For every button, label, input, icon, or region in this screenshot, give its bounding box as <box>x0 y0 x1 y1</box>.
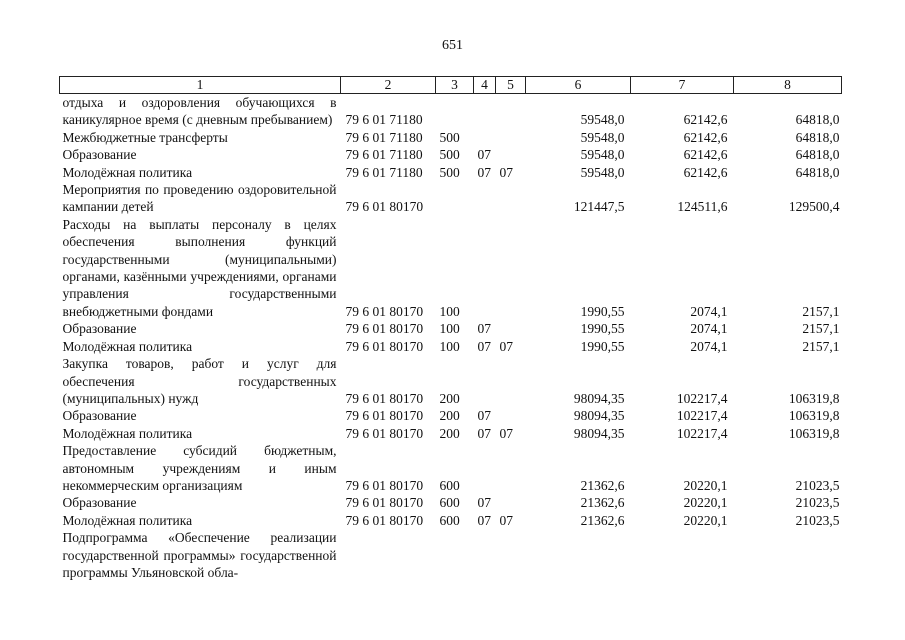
row-col-4: 07 <box>477 164 491 180</box>
row-code: 79 6 01 71180 <box>345 112 423 128</box>
row-name: Образование <box>62 147 137 163</box>
row-value-6: 21362,6 <box>580 477 625 493</box>
table-row <box>60 94 842 129</box>
row-value-8: 2157,1 <box>802 321 840 337</box>
table-row <box>60 529 842 581</box>
row-col-4 <box>474 442 496 494</box>
table-body <box>60 94 842 582</box>
row-col-4: 07 <box>477 425 491 441</box>
row-code: 79 6 01 80170 <box>345 425 424 441</box>
table-header-row <box>60 77 842 94</box>
row-col-4: 07 <box>477 408 491 424</box>
row-value-6: 21362,6 <box>580 495 625 511</box>
row-value-6: 1990,55 <box>580 303 625 319</box>
row-col-5: 07 <box>499 512 513 528</box>
row-name: Молодёжная политика <box>62 425 193 441</box>
row-code: 79 6 01 71180 <box>345 164 423 180</box>
row-value-8: 2157,1 <box>802 338 840 354</box>
row-value-6: 59548,0 <box>580 129 625 145</box>
row-col-5 <box>496 129 526 146</box>
row-value-6: 98094,35 <box>573 390 625 406</box>
row-value-6: 1990,55 <box>580 321 625 337</box>
row-value-7: 62142,6 <box>683 147 728 163</box>
row-value-6: 59548,0 <box>580 147 625 163</box>
row-col-4 <box>474 355 496 407</box>
row-name: Подпрограмма «Обеспечение реализации государственной программы» государственной программы Ульяновской обла- <box>62 530 337 580</box>
row-col-5 <box>496 529 526 581</box>
row-value-6: 98094,35 <box>573 408 625 424</box>
row-col-4: 07 <box>477 147 491 163</box>
row-value-8: 64818,0 <box>795 129 840 145</box>
row-col-3: 200 <box>439 390 460 406</box>
table-row <box>60 320 842 337</box>
row-col-5 <box>496 494 526 511</box>
row-value-6: 121447,5 <box>573 199 625 215</box>
table-row <box>60 407 842 424</box>
row-name: Мероприятия по проведению оздоровительной кампании детей <box>62 182 337 215</box>
header-col-1: 1 <box>60 77 341 94</box>
header-col-2: 2 <box>341 77 436 94</box>
row-col-5 <box>496 146 526 163</box>
table-row <box>60 338 842 355</box>
row-code: 79 6 01 80170 <box>345 512 424 528</box>
row-col-5 <box>496 94 526 129</box>
row-name: Молодёжная политика <box>62 338 193 354</box>
row-col-4: 07 <box>477 321 491 337</box>
row-col-3: 100 <box>439 303 460 319</box>
row-value-8: 64818,0 <box>795 147 840 163</box>
row-name: Образование <box>62 321 137 337</box>
page-number: 651 <box>442 38 463 53</box>
row-value-7: 20220,1 <box>683 495 728 511</box>
row-code: 79 6 01 80170 <box>345 303 424 319</box>
row-value-6 <box>526 529 631 581</box>
row-value-7: 2074,1 <box>690 338 728 354</box>
row-col-3: 500 <box>439 164 460 180</box>
row-value-7: 62142,6 <box>683 112 728 128</box>
table-row <box>60 442 842 494</box>
row-value-8: 64818,0 <box>795 164 840 180</box>
row-code: 79 6 01 71180 <box>345 147 423 163</box>
row-value-6: 98094,35 <box>573 425 625 441</box>
table-row <box>60 425 842 442</box>
row-value-7: 2074,1 <box>690 321 728 337</box>
row-value-6: 1990,55 <box>580 338 625 354</box>
row-col-5 <box>496 407 526 424</box>
row-col-3: 100 <box>439 321 460 337</box>
row-col-4: 07 <box>477 338 491 354</box>
row-col-5 <box>496 181 526 216</box>
row-value-7: 102217,4 <box>676 425 728 441</box>
row-value-8: 21023,5 <box>795 495 840 511</box>
row-code: 79 6 01 71180 <box>345 129 423 145</box>
table-row <box>60 494 842 511</box>
row-code: 79 6 01 80170 <box>345 321 424 337</box>
row-col-3 <box>436 94 474 129</box>
row-col-5: 07 <box>499 338 513 354</box>
row-value-6: 21362,6 <box>580 512 625 528</box>
header-col-3: 3 <box>436 77 474 94</box>
row-code: 79 6 01 80170 <box>345 495 424 511</box>
budget-table <box>59 76 842 581</box>
row-value-8: 106319,8 <box>788 390 840 406</box>
row-col-3: 100 <box>439 338 460 354</box>
row-value-8: 64818,0 <box>795 112 840 128</box>
row-value-8: 106319,8 <box>788 425 840 441</box>
row-col-5: 07 <box>499 164 513 180</box>
row-value-8: 129500,4 <box>788 199 840 215</box>
row-col-5 <box>496 320 526 337</box>
row-col-4 <box>474 94 496 129</box>
row-name: Образование <box>62 408 137 424</box>
row-col-3: 600 <box>439 512 460 528</box>
row-col-3: 600 <box>439 495 460 511</box>
row-col-4: 07 <box>477 512 491 528</box>
row-col-3 <box>436 529 474 581</box>
row-code: 79 6 01 80170 <box>345 477 424 493</box>
row-code: 79 6 01 80170 <box>345 408 424 424</box>
row-value-6: 59548,0 <box>580 164 625 180</box>
row-name: Закупка товаров, работ и услуг для обеспечения государственных (муниципальных) нужд <box>62 356 337 406</box>
row-name: Молодёжная политика <box>62 164 193 180</box>
table-row <box>60 181 842 216</box>
table-row <box>60 129 842 146</box>
row-value-8 <box>734 529 842 581</box>
row-name: Образование <box>62 495 137 511</box>
row-code: 79 6 01 80170 <box>345 199 424 215</box>
row-value-7: 62142,6 <box>683 164 728 180</box>
row-name: Межбюджетные трансферты <box>62 129 228 145</box>
row-value-6: 59548,0 <box>580 112 625 128</box>
row-name: Расходы на выплаты персоналу в целях обеспечения выполнения функций государственными (муниципальными) органами, казёнными учреждениями, органами управления государственными внебюджетными фондами <box>62 216 337 319</box>
row-value-7: 124511,6 <box>677 199 728 215</box>
row-col-4 <box>474 529 496 581</box>
row-value-8: 106319,8 <box>788 408 840 424</box>
row-col-4 <box>474 181 496 216</box>
row-col-4 <box>474 129 496 146</box>
table-row <box>60 146 842 163</box>
row-value-7: 102217,4 <box>676 390 728 406</box>
row-code: 79 6 01 80170 <box>345 390 424 406</box>
row-value-8: 21023,5 <box>795 512 840 528</box>
row-value-7: 20220,1 <box>683 477 728 493</box>
header-col-6: 6 <box>526 77 631 94</box>
table-row <box>60 216 842 320</box>
row-col-4: 07 <box>477 495 491 511</box>
row-col-3: 500 <box>439 147 460 163</box>
row-col-3: 200 <box>439 425 460 441</box>
row-name: Молодёжная политика <box>62 512 193 528</box>
row-col-4 <box>474 216 496 320</box>
row-value-8: 2157,1 <box>802 303 840 319</box>
table-row <box>60 164 842 181</box>
row-value-7: 2074,1 <box>690 303 728 319</box>
row-col-3: 600 <box>439 477 460 493</box>
row-name: отдыха и оздоровления обучающихся в каникулярное время (с дневным пребыванием) <box>62 95 337 128</box>
row-col-5 <box>496 442 526 494</box>
header-col-7: 7 <box>631 77 734 94</box>
header-col-4: 4 <box>474 77 496 94</box>
header-col-8: 8 <box>734 77 842 94</box>
row-code <box>341 529 436 581</box>
row-col-3: 200 <box>439 408 460 424</box>
row-value-7: 20220,1 <box>683 512 728 528</box>
row-code: 79 6 01 80170 <box>345 338 424 354</box>
row-col-5 <box>496 355 526 407</box>
row-col-3: 500 <box>439 129 460 145</box>
row-col-3 <box>436 181 474 216</box>
table-row <box>60 355 842 407</box>
row-value-7: 62142,6 <box>683 129 728 145</box>
header-col-5: 5 <box>496 77 526 94</box>
row-name: Предоставление субсидий бюджетным, автономным учреждениям и иным некоммерческим организациям <box>62 443 337 493</box>
row-col-5 <box>496 216 526 320</box>
row-col-5: 07 <box>499 425 513 441</box>
row-value-7 <box>631 529 734 581</box>
table-row <box>60 512 842 529</box>
row-value-7: 102217,4 <box>676 408 728 424</box>
row-value-8: 21023,5 <box>795 477 840 493</box>
